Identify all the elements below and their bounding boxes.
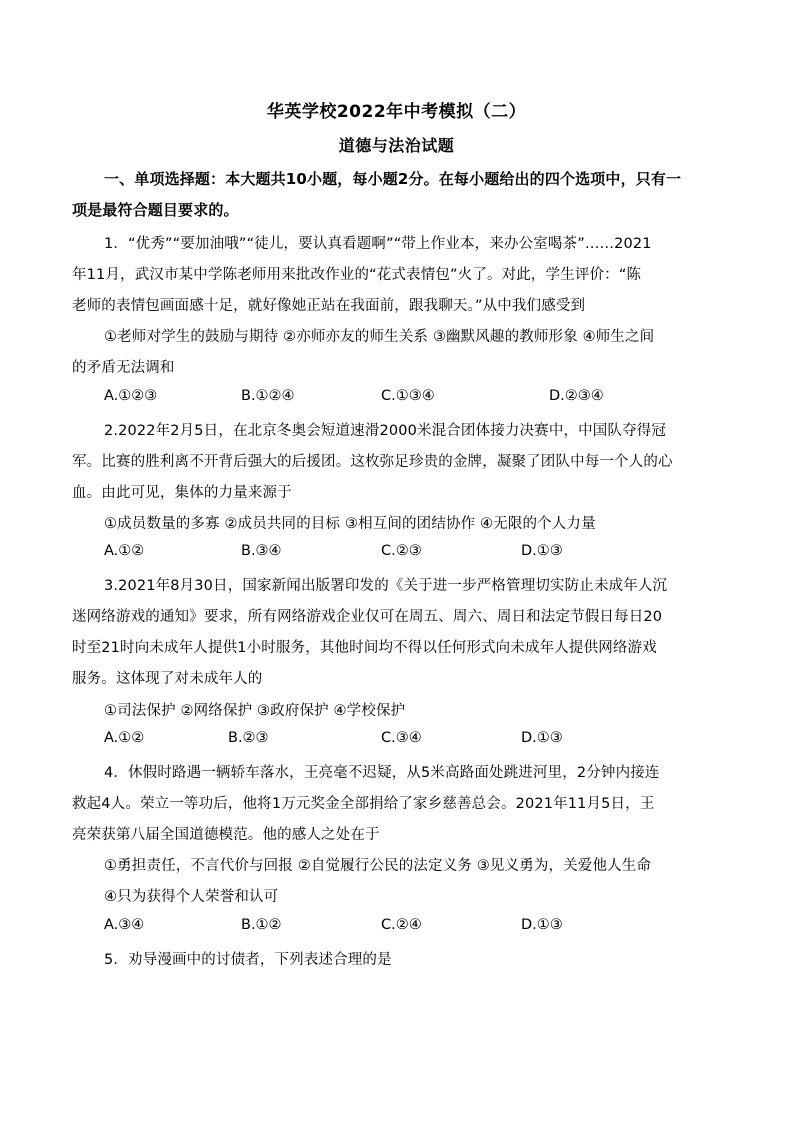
q3-option-b: B.②③	[228, 730, 269, 746]
q4-statements-line1: ①勇担责任，不言代价与回报 ②自觉履行公民的法定义务 ③见义勇为，关爱他人生命	[104, 858, 652, 874]
q5-line1: 5．劝导漫画中的讨债者，下列表述合理的是	[104, 952, 392, 968]
q1-option-a: A.①②③	[104, 388, 158, 404]
q3-line3: 时至21时向未成年人提供1小时服务，其他时间均不得以任何形式向未成年人提供网络游戏	[72, 640, 657, 656]
q1-option-b: B.①②④	[241, 388, 295, 404]
exam-subtitle: 道德与法治试题	[338, 136, 455, 155]
q1-line2: 年11月，武汉市某中学陈老师用来批改作业的“花式表情包”火了。对此，学生评价：“陈	[72, 267, 642, 283]
q3-line2: 迷网络游戏的通知》要求，所有网络游戏企业仅可在周五、周六、周日和法定节假日每日20	[72, 609, 663, 625]
q2-line1: 2.2022年2月5日，在北京冬奥会短道速滑2000米混合团体接力决赛中，中国队夺得冠	[104, 423, 667, 439]
q2-statements: ①成员数量的多寡 ②成员共同的目标 ③相互间的团结协作 ④无限的个人力量	[104, 516, 596, 532]
q2-line3: 血。由此可见，集体的力量来源于	[72, 485, 292, 501]
q4-option-d: D.①③	[521, 917, 563, 933]
q4-line2: 救起4人。荣立一等功后，他将1万元奖金全部捐给了家乡慈善总会。2021年11月5日，王	[72, 796, 655, 812]
q1-line1: 1．“优秀”“要加油哦”“徒儿，要认真看题啊”“带上作业本，来办公室喝茶”……2021	[104, 236, 652, 252]
q4-line1: 4．休假时路遇一辆轿车落水，王亮毫不迟疑，从5米高路面处跳进河里，2分钟内接连	[104, 765, 660, 781]
q1-option-d: D.②③④	[549, 388, 604, 404]
q4-option-a: A.③④	[104, 917, 145, 933]
q3-line4: 服务。这体现了对未成年人的	[72, 671, 263, 687]
q1-option-c: C.①③④	[381, 388, 435, 404]
exam-title: 华英学校2022年中考模拟（二）	[266, 102, 527, 122]
q4-line3: 亮荣获第八届全国道德模范。他的感人之处在于	[72, 827, 380, 843]
q1-line3: 老师的表情包画面感十足，就好像她正站在我面前，跟我聊天。”从中我们感受到	[72, 298, 586, 314]
q2-option-d: D.①③	[521, 543, 563, 559]
q1-statements-line1: ①老师对学生的鼓励与期待 ②亦师亦友的师生关系 ③幽默风趣的教师形象 ④师生之间	[104, 329, 655, 345]
q1-statements-line2: 的矛盾无法调和	[72, 360, 175, 376]
q3-statements: ①司法保护 ②网络保护 ③政府保护 ④学校保护	[104, 703, 406, 719]
q4-statements-line2: ④只为获得个人荣誉和认可	[104, 889, 279, 905]
q3-option-c: C.③④	[381, 730, 422, 746]
q3-option-d: D.①③	[521, 730, 563, 746]
section-heading-line1: 一、单项选择题：本大题共10小题，每小题2分。在每小题给出的四个选项中，只有一	[104, 170, 682, 188]
q2-option-b: B.③④	[241, 543, 282, 559]
q3-line1: 3.2021年8月30日，国家新闻出版署印发的《关于进一步严格管理切实防止未成年人沉	[104, 578, 668, 594]
section-heading-line2: 项是最符合题目要求的。	[72, 201, 239, 219]
q2-option-c: C.②③	[381, 543, 422, 559]
q3-option-a: A.①②	[104, 730, 145, 746]
q2-option-a: A.①②	[104, 543, 145, 559]
q4-option-c: C.②④	[381, 917, 422, 933]
q2-line2: 军。比赛的胜利离不开背后强大的后援团。这枚弥足珍贵的金牌，凝聚了团队中每一个人的心	[72, 454, 673, 470]
q4-option-b: B.①②	[241, 917, 282, 933]
